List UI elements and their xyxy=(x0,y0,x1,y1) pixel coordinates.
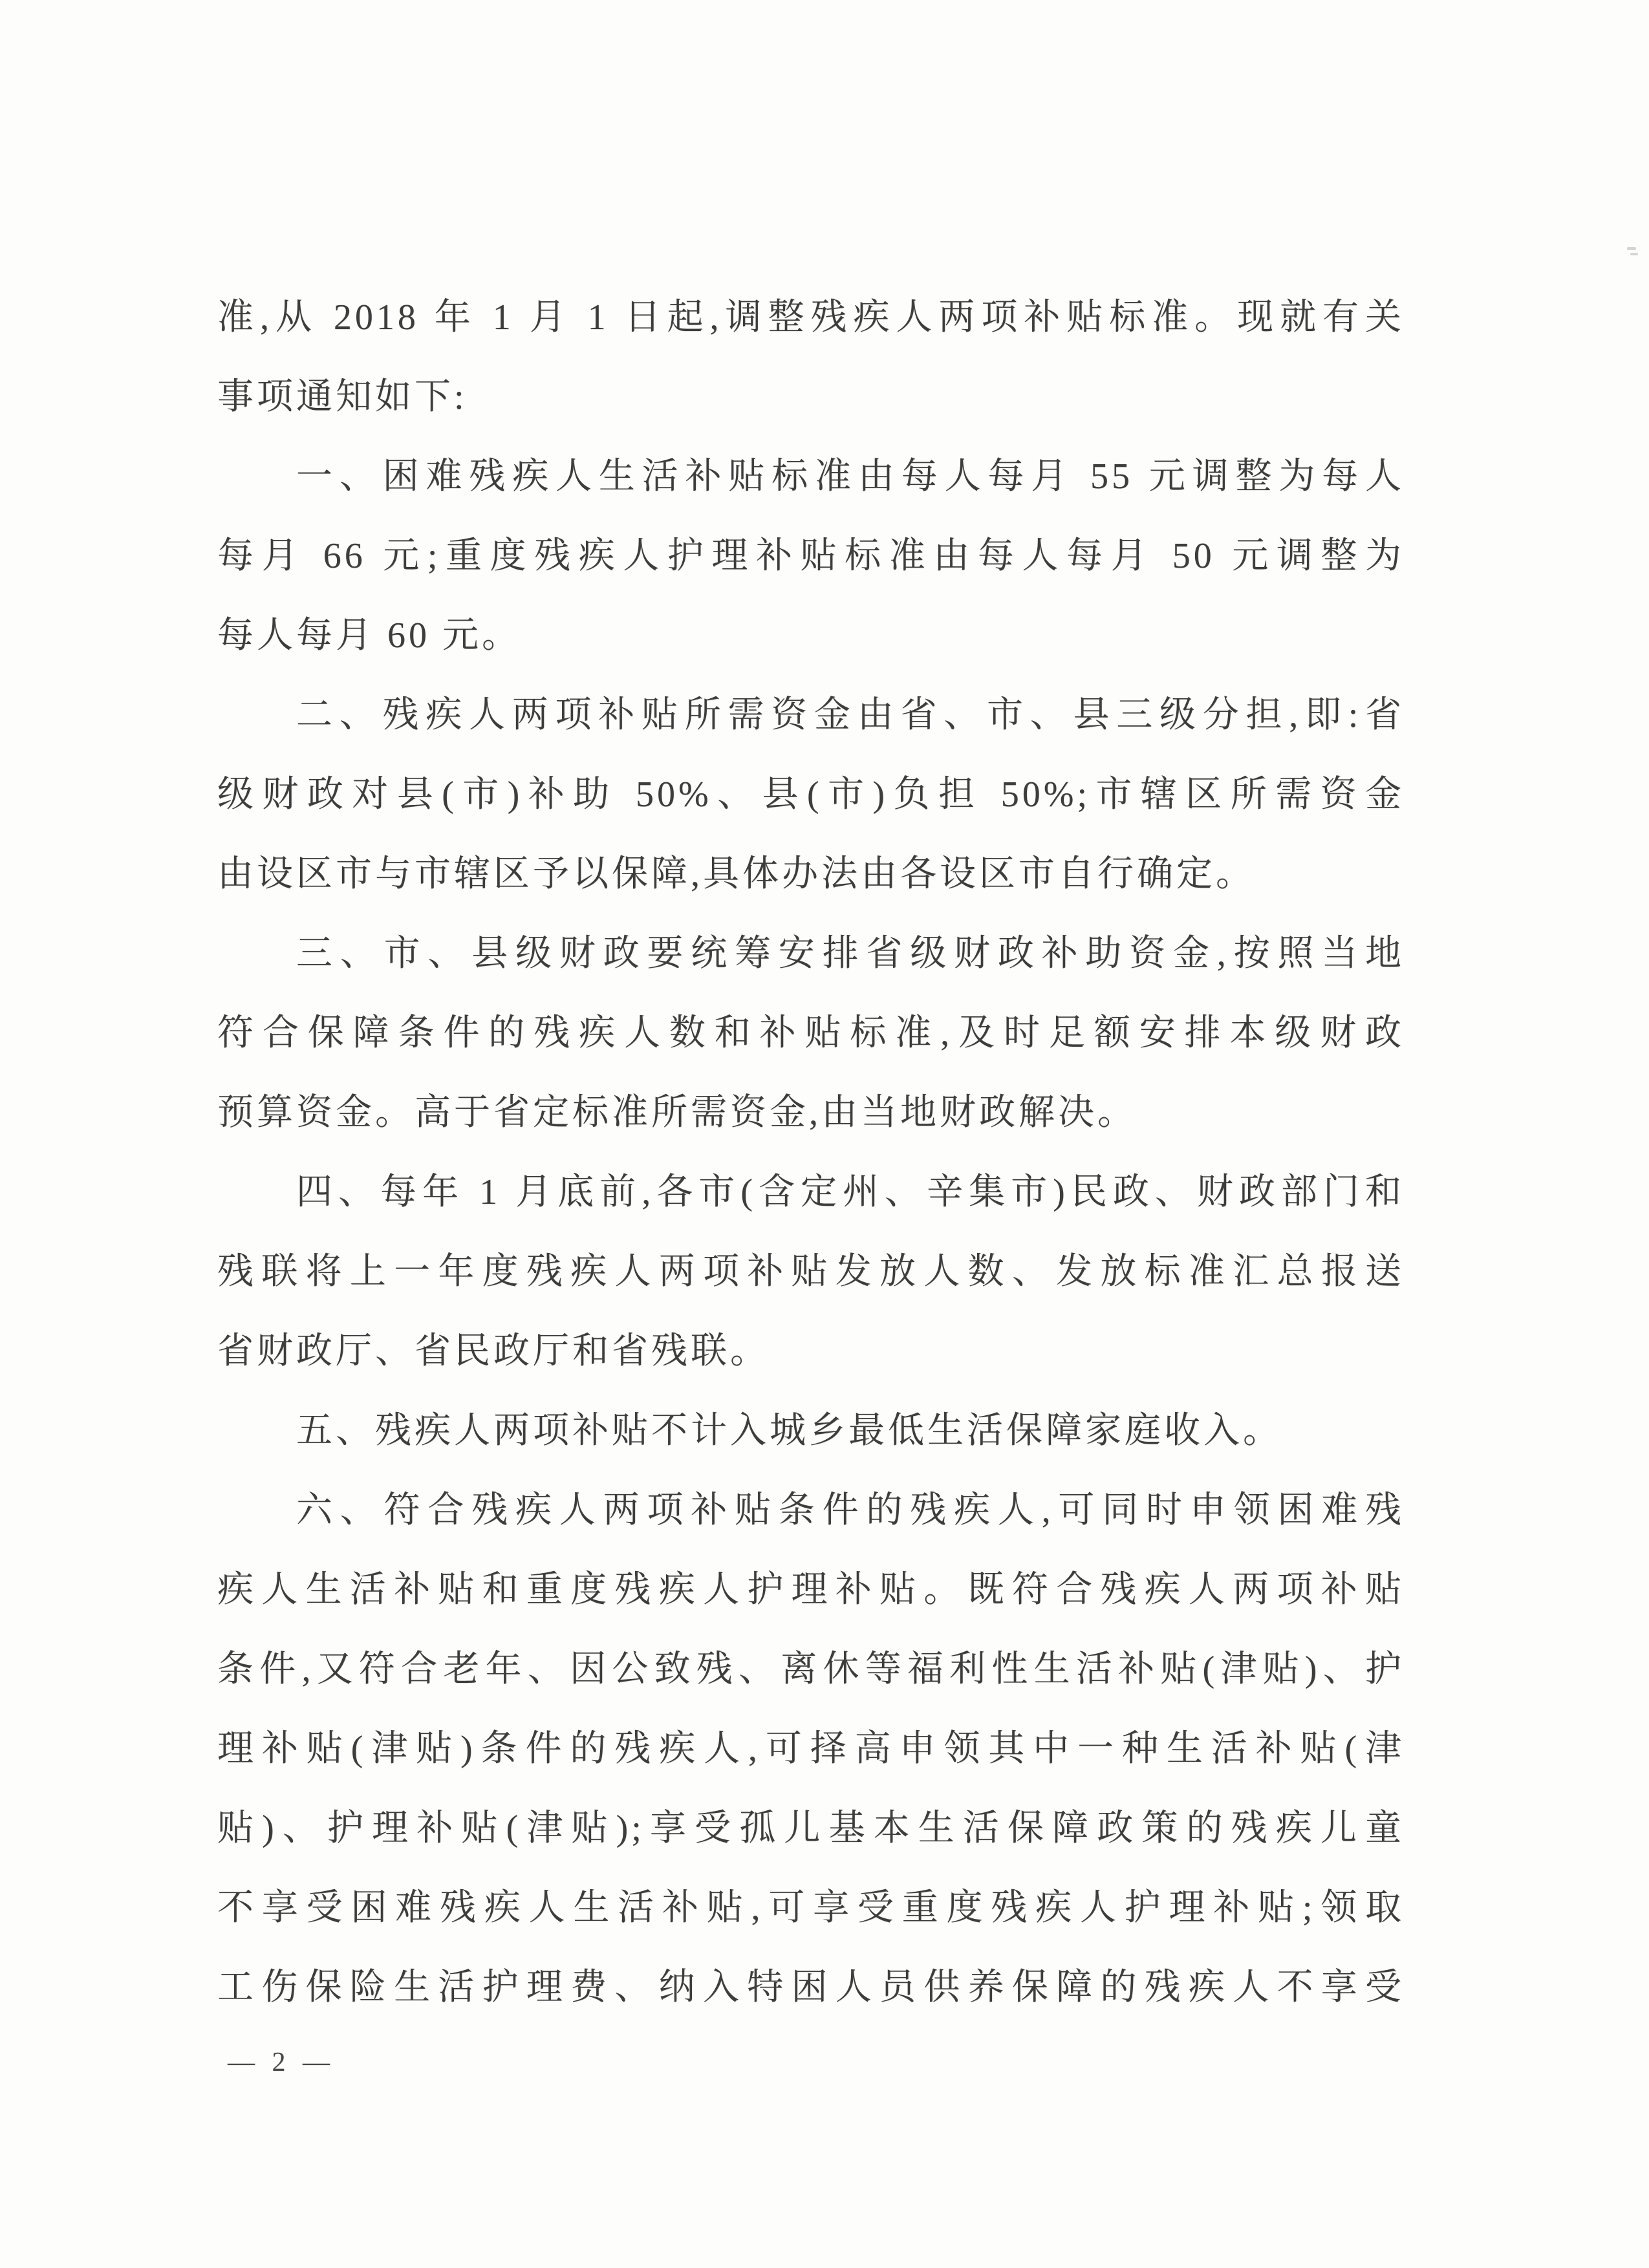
text-line: 不享受困难残疾人生活补贴,可享受重度残疾人护理补贴;领取 xyxy=(217,1888,1405,1928)
text-line: 符合保障条件的残疾人数和补贴标准,及时足额安排本级财政 xyxy=(217,1013,1405,1053)
scan-artifact xyxy=(1627,247,1636,250)
text-line: 贴)、护理补贴(津贴);享受孤儿基本生活保障政策的残疾儿童 xyxy=(217,1808,1405,1848)
text-line: 工伤保险生活护理费、纳入特困人员供养保障的残疾人不享受 xyxy=(217,1967,1405,2007)
text-line: 六、符合残疾人两项补贴条件的残疾人,可同时申领困难残 xyxy=(296,1490,1405,1530)
text-line: 五、残疾人两项补贴不计入城乡最低生活保障家庭收入。 xyxy=(296,1411,1282,1451)
document-body xyxy=(217,278,1405,2027)
text-line: 残联将上一年度残疾人两项补贴发放人数、发放标准汇总报送 xyxy=(217,1252,1405,1292)
text-line: 条件,又符合老年、因公致残、离休等福利性生活补贴(津贴)、护 xyxy=(217,1649,1405,1689)
text-line: 理补贴(津贴)条件的残疾人,可择高申领其中一种生活补贴(津 xyxy=(217,1729,1405,1769)
text-line: 事项通知如下: xyxy=(217,377,468,417)
text-line: 二、残疾人两项补贴所需资金由省、市、县三级分担,即:省 xyxy=(296,695,1405,735)
scan-artifact xyxy=(1630,253,1638,255)
text-line: 准,从 2018 年 1 月 1 日起,调整残疾人两项补贴标准。现就有关 xyxy=(217,297,1405,337)
text-line: 每月 66 元;重度残疾人护理补贴标准由每人每月 50 元调整为 xyxy=(217,536,1405,576)
text-line: 每人每月 60 元。 xyxy=(217,615,521,656)
text-line: 疾人生活补贴和重度残疾人护理补贴。既符合残疾人两项补贴 xyxy=(217,1570,1405,1610)
text-line: 三、市、县级财政要统筹安排省级财政补助资金,按照当地 xyxy=(296,934,1405,974)
text-line: 预算资金。高于省定标准所需资金,由当地财政解决。 xyxy=(217,1093,1137,1133)
text-line: 级财政对县(市)补助 50%、县(市)负担 50%;市辖区所需资金 xyxy=(217,775,1405,815)
text-line: 由设区市与市辖区予以保障,具体办法由各设区市自行确定。 xyxy=(217,854,1255,894)
text-line: 省财政厅、省民政厅和省残联。 xyxy=(217,1331,770,1371)
text-line: 四、每年 1 月底前,各市(含定州、辛集市)民政、财政部门和 xyxy=(296,1172,1405,1212)
text-line: 一、困难残疾人生活补贴标准由每人每月 55 元调整为每人 xyxy=(296,456,1405,497)
page-number: — 2 — xyxy=(228,2048,335,2077)
